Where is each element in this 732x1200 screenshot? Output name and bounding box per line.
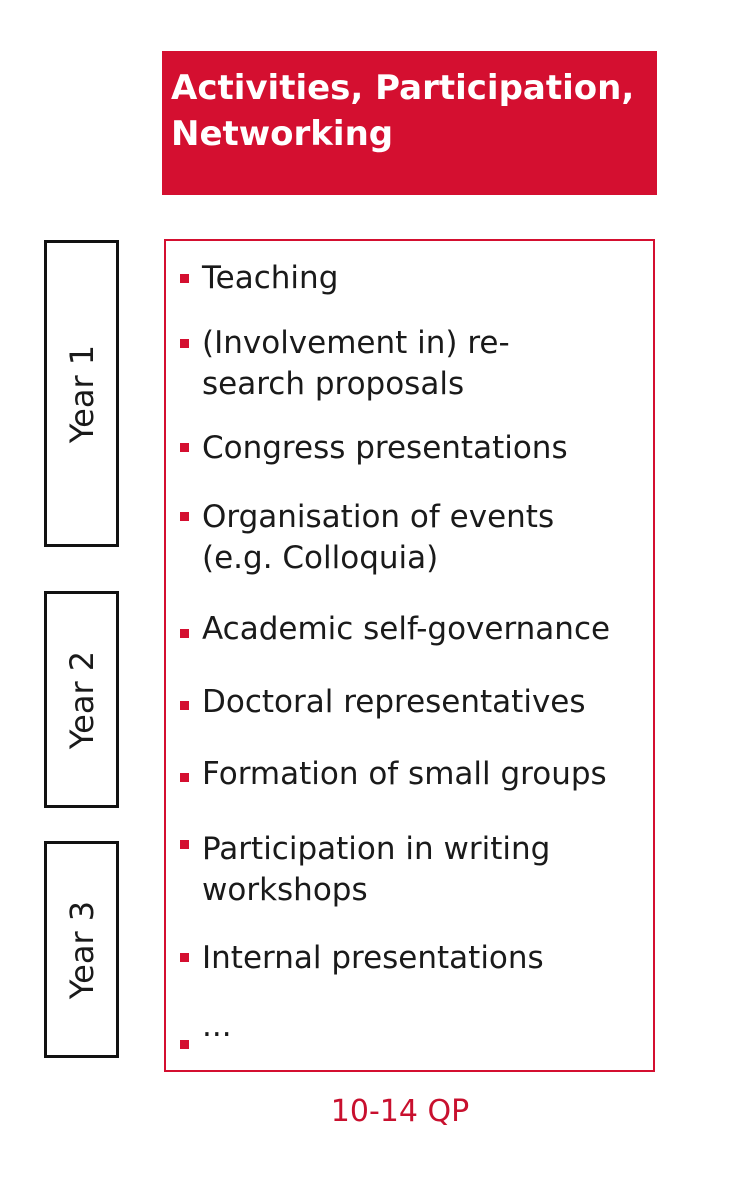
bullet-icon (180, 701, 189, 710)
year-2-label: Year 2 (62, 650, 101, 749)
header-title: Activities, Participation, Networking (171, 68, 635, 154)
list-item-text: Formation of small groups (202, 756, 607, 792)
bullet-icon (180, 1040, 189, 1049)
bullet-icon (180, 512, 189, 521)
header-banner (162, 51, 657, 195)
activity-list (164, 239, 655, 1072)
bullet-icon (180, 443, 189, 452)
credit-points-label: 10-14 QP (330, 1094, 470, 1129)
bullet-icon (180, 953, 189, 962)
year-2-box (44, 591, 119, 808)
list-item-text: ... (202, 1008, 232, 1044)
list-item (166, 497, 626, 620)
list-item-text: (Involvement in) re- search proposals (202, 325, 510, 402)
bullet-icon (180, 773, 189, 782)
list-item-text: Academic self-governance (202, 611, 611, 647)
bullet-icon (180, 274, 189, 283)
list-item-text: Participation in writing workshops (202, 831, 551, 908)
year-3-label: Year 3 (62, 900, 101, 999)
bullet-icon (180, 840, 189, 849)
year-1-label: Year 1 (62, 344, 101, 443)
bullet-icon (180, 339, 189, 348)
list-item-text: Teaching (202, 260, 339, 296)
year-3-box (44, 841, 119, 1058)
list-item-text: Internal presentations (202, 940, 544, 976)
year-1-box (44, 240, 119, 547)
list-item (166, 829, 626, 952)
list-item-text: Congress presentations (202, 430, 568, 466)
bullet-icon (180, 629, 189, 638)
list-item-text: Doctoral representatives (202, 684, 586, 720)
list-item-text: Organisation of events (e.g. Colloquia) (202, 499, 555, 576)
